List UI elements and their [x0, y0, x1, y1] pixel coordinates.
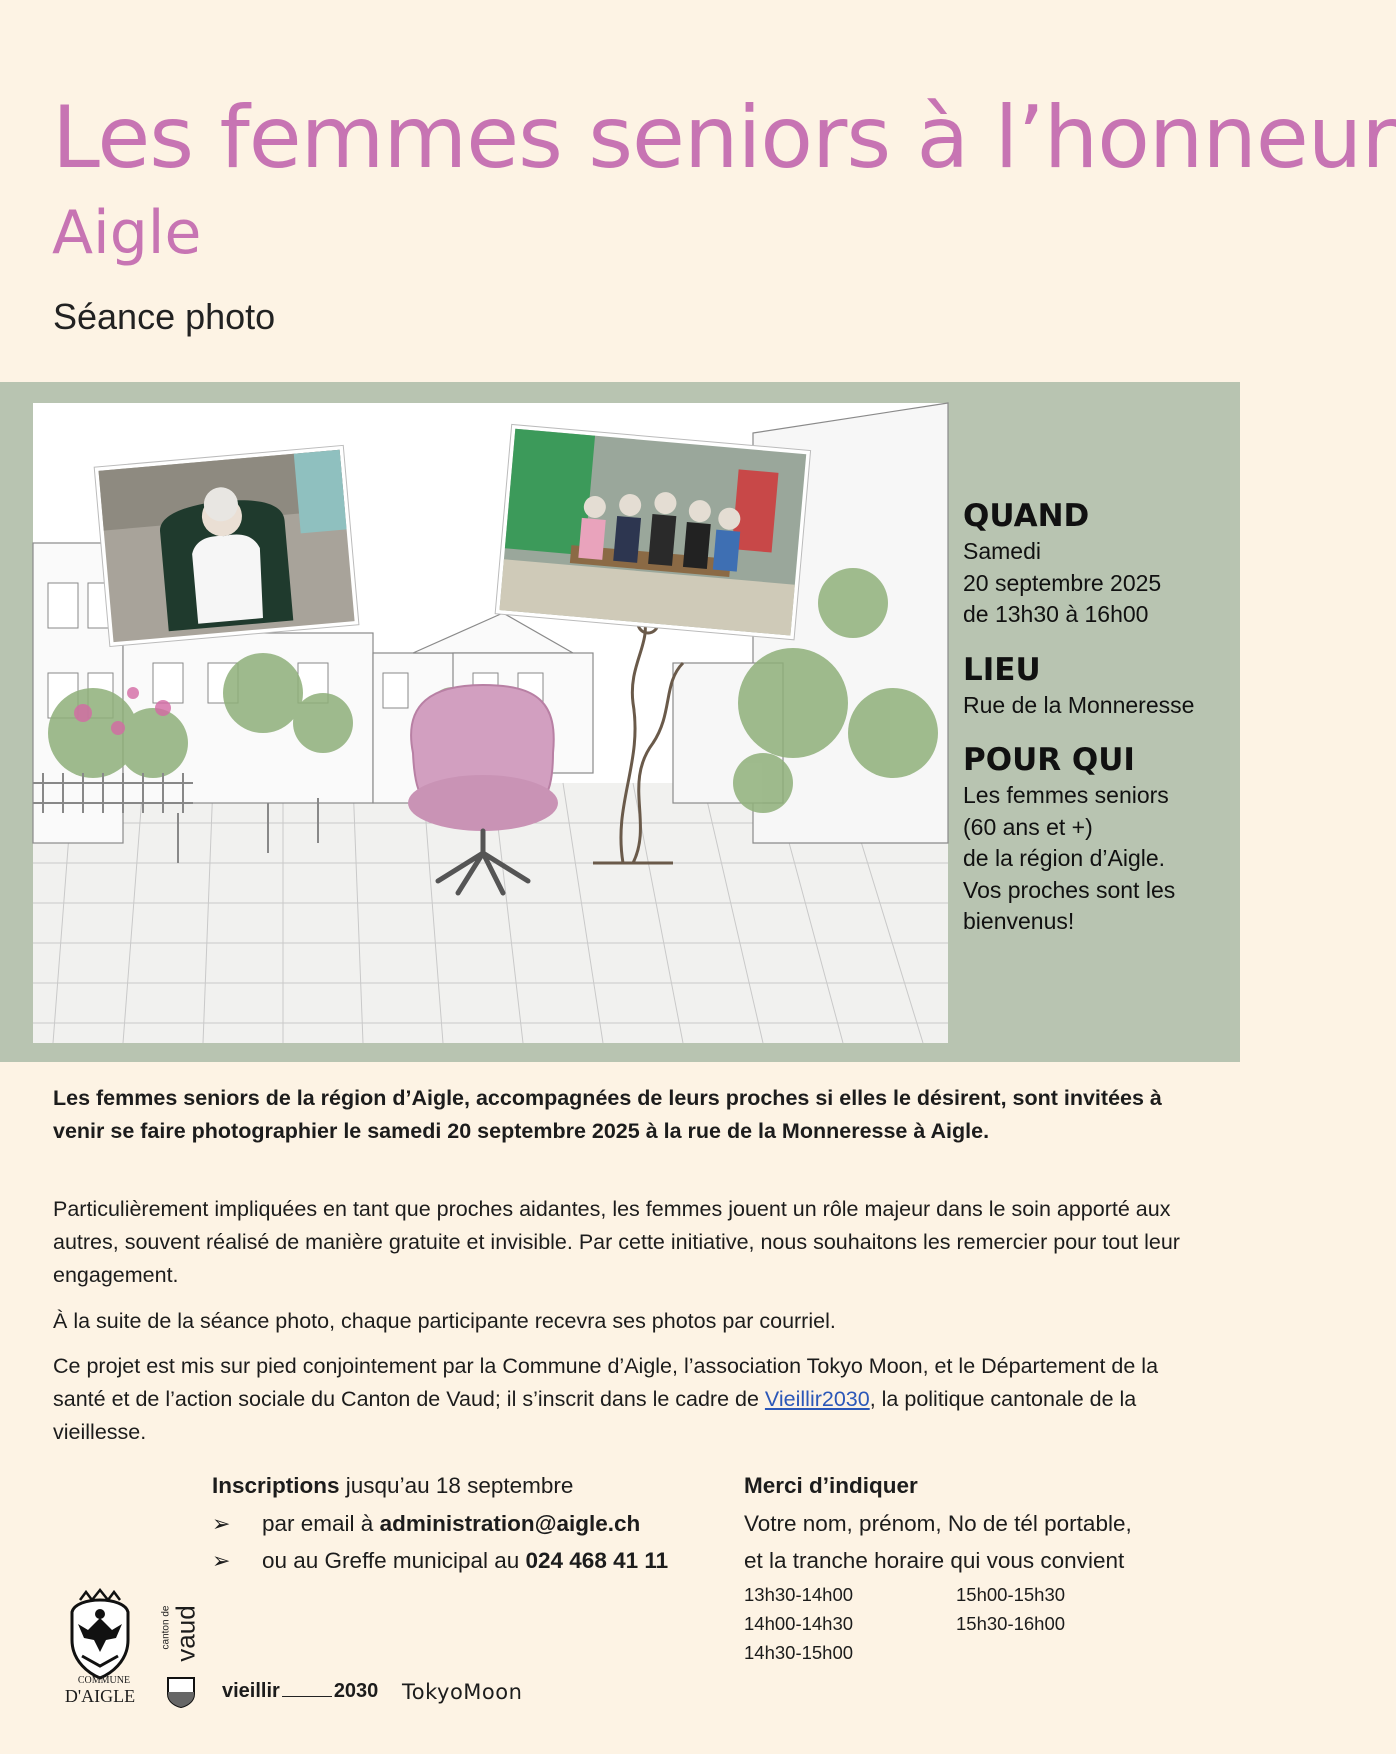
vaud-shield-icon — [166, 1676, 196, 1708]
intro-paragraph: Les femmes seniors de la région d’Aigle, accompagnées de leurs proches si elles le désirent, sont invitées à venir se faire photographier le samedi 20 septembre 2025 à la rue de la Monneresse à Aigle. — [53, 1086, 1162, 1143]
page-title: Les femmes seniors à l’honneur — [52, 88, 1396, 188]
eagle-crest-icon — [58, 1590, 142, 1680]
project-text-end: , la politique cantonale de la vieillesse. — [53, 1387, 1137, 1444]
portrait-photo — [94, 445, 359, 646]
email-link[interactable]: administration@aigle.ch — [379, 1511, 641, 1536]
registration-label: Inscriptions — [212, 1473, 340, 1498]
page-subtitle: Aigle — [52, 198, 202, 268]
commune-label-bottom: D'AIGLE — [64, 1686, 136, 1706]
registration-deadline: jusqu’au 18 septembre — [339, 1473, 574, 1498]
time-slot: 14h30-15h00 — [744, 1642, 854, 1663]
paragraph-caregivers: Particulièrement impliquées en tant que proches aidantes, les femmes jouent un rôle majeur dans le soin apporté aux autres, souvent réalisé de manière gratuite et invisible. Par cette initiative, nous souhaitons les remercier pour tout leur engagement. — [53, 1197, 1180, 1287]
audience-text: Les femmes seniors (60 ans et +) de la région d’Aigle. Vos proches sont les bienvenus! — [963, 782, 1176, 934]
info-line-2: et la tranche horaire qui vous convient — [744, 1548, 1125, 1573]
when-text: Samedi 20 septembre 2025 de 13h30 à 16h00 — [963, 538, 1162, 627]
info-heading: Merci d’indiquer — [744, 1473, 918, 1498]
where-text: Rue de la Monneresse — [963, 692, 1195, 718]
audience-heading: POUR QUI — [963, 742, 1135, 778]
logo-underline — [282, 1696, 332, 1697]
event-type: Séance photo — [53, 296, 276, 337]
time-slot: 15h30-16h00 — [956, 1613, 1066, 1634]
email-line — [262, 1509, 640, 1539]
tokyomoon-logo: TokyoMoon — [402, 1680, 523, 1704]
bullet-icon: ➢ — [212, 1511, 231, 1536]
vieillir-year: 2030 — [333, 1680, 379, 1702]
time-slot: 14h00-14h30 — [744, 1613, 854, 1634]
email-prefix: par email à — [262, 1511, 380, 1536]
paragraph-photos: À la suite de la séance photo, chaque participante recevra ses photos par courriel. — [53, 1309, 836, 1333]
street-scene-illustration — [33, 403, 948, 1043]
phone-line — [262, 1546, 668, 1576]
registration-heading — [212, 1471, 573, 1501]
when-heading: QUAND — [963, 498, 1090, 534]
group-photo — [495, 424, 810, 639]
time-slot: 15h00-15h30 — [956, 1584, 1066, 1605]
phone-prefix: ou au Greffe municipal au — [262, 1548, 526, 1573]
illustration — [33, 403, 948, 1043]
bullet-icon: ➢ — [212, 1548, 231, 1573]
paragraph-project — [53, 1350, 1203, 1449]
commune-aigle-logo — [58, 1590, 142, 1680]
vaud-small-text: canton de — [160, 1605, 172, 1650]
vieillir2030-logo — [222, 1680, 378, 1703]
project-text-start: Ce projet est mis sur pied conjointement par la Commune d’Aigle, l’association Tokyo Moon, et le Département de la santé et de l’action sociale du Canton de Vaud; il s’inscrit dans le cadre de — [53, 1354, 1159, 1411]
info-line-1: Votre nom, prénom, No de tél portable, — [744, 1511, 1132, 1536]
canton-vaud-logo — [160, 1598, 202, 1708]
phone-number: 024 468 41 11 — [525, 1548, 669, 1573]
vieillir2030-link[interactable]: Vieillir2030 — [764, 1387, 870, 1411]
vaud-big-text: vaud — [170, 1605, 201, 1662]
commune-label-top: COMMUNE — [77, 1675, 131, 1686]
vieillir-text: vieillir — [222, 1680, 280, 1702]
time-slot: 13h30-14h00 — [744, 1584, 854, 1605]
where-heading: LIEU — [963, 652, 1041, 688]
